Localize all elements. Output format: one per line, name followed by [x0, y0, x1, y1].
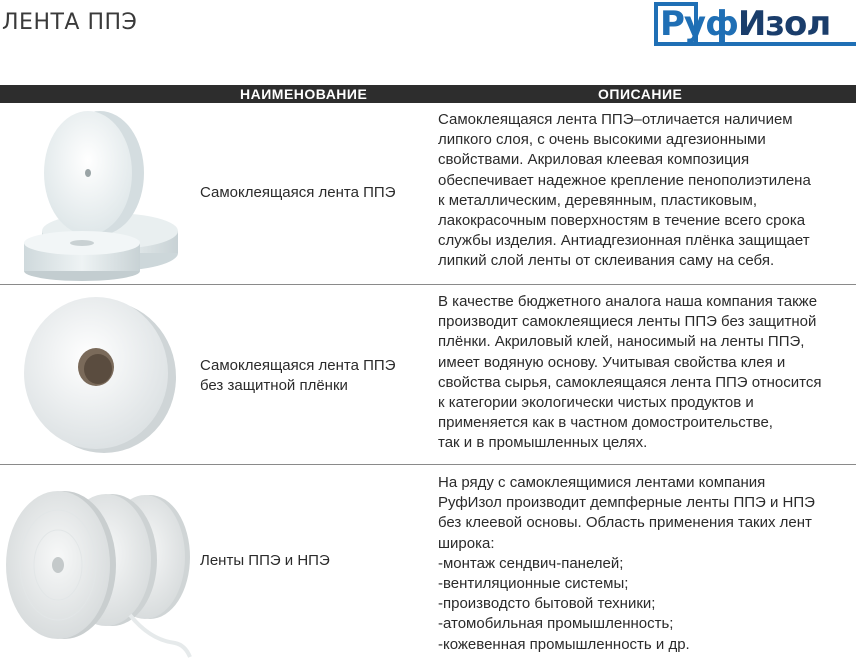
description-line: к категории экологически чистых продуктов и — [438, 394, 754, 412]
table-header — [0, 85, 856, 103]
header-description: ОПИСАНИЕ — [598, 86, 683, 102]
description-line: В качестве бюджетного аналога наша компания также — [438, 293, 818, 310]
product-name-line: Самоклеящаяся лента ППЭ — [200, 357, 396, 374]
logo-text-part1: Руф — [660, 4, 738, 44]
description-line: обеспечивает надежное крепление пенополиэтилена — [438, 171, 811, 189]
tape-roll-image — [0, 285, 190, 463]
description-line: -монтаж сендвич-панелей; — [438, 554, 624, 572]
description-line: липкого слоя, с очень высокими адгезионными — [438, 131, 766, 149]
product-description — [438, 110, 856, 272]
description-line: Самоклеящаяся лента ППЭ–отличается наличием — [438, 111, 793, 128]
description-line: свойства сырья, самоклеящаяся лента ППЭ относится — [438, 373, 822, 391]
tape-roll-image — [0, 103, 190, 283]
product-name-line: без защитной плёнки — [200, 377, 348, 394]
description-line: так и в промышленных целях. — [438, 434, 648, 452]
product-name — [200, 356, 395, 396]
product-description — [438, 473, 856, 655]
product-name — [200, 183, 395, 203]
tape-rolls-image — [0, 465, 195, 665]
description-line: без клеевой основы. Область применения таких лент — [438, 514, 812, 532]
description-line: плёнки. Акриловый клей, наносимый на ленты ППЭ, — [438, 333, 805, 351]
table-row — [0, 285, 856, 464]
description-line: РуфИзол производит демпферные ленты ППЭ и НПЭ — [438, 494, 815, 512]
description-line: -кожевенная промышленность и др. — [438, 635, 690, 653]
description-line: службы изделия. Антиадгезионная плёнка защищает — [438, 232, 810, 250]
product-name-line: Самоклеящаяся лента ППЭ — [200, 184, 396, 201]
description-line: -производсто бытовой техники; — [438, 595, 656, 613]
table-row — [0, 103, 856, 284]
description-line: свойствами. Акриловая клеевая композиция — [438, 151, 750, 169]
description-line: липкий слой ленты от склеивания саму на себя. — [438, 252, 775, 270]
product-name-line: Ленты ППЭ и НПЭ — [200, 552, 330, 569]
description-line: На ряду с самоклеящимися лентами компания — [438, 474, 766, 491]
table-row — [0, 465, 856, 665]
logo-text — [660, 2, 830, 46]
description-line: производит самоклеящиеся ленты ППЭ без защитной — [438, 313, 817, 331]
description-line: широка: — [438, 534, 495, 552]
description-line: лакокрасочным поверхностям в течение всего срока — [438, 212, 806, 230]
product-name — [200, 551, 330, 571]
description-line: -вентиляционные системы; — [438, 575, 629, 593]
description-line: имеет водяную основу. Учитывая свойства клея и — [438, 353, 786, 371]
rufizol-logo — [654, 2, 856, 46]
logo-text-part2: Изол — [737, 4, 831, 44]
description-line: применяется как в частном домостроительстве, — [438, 414, 773, 432]
description-line: к металлическим, деревянным, пластиковым, — [438, 191, 758, 209]
page-title: ЛЕНТА ППЭ — [2, 10, 138, 35]
header-name: НАИМЕНОВАНИЕ — [240, 86, 368, 102]
product-description — [438, 292, 856, 454]
description-line: -атомобильная промышленность; — [438, 615, 674, 633]
